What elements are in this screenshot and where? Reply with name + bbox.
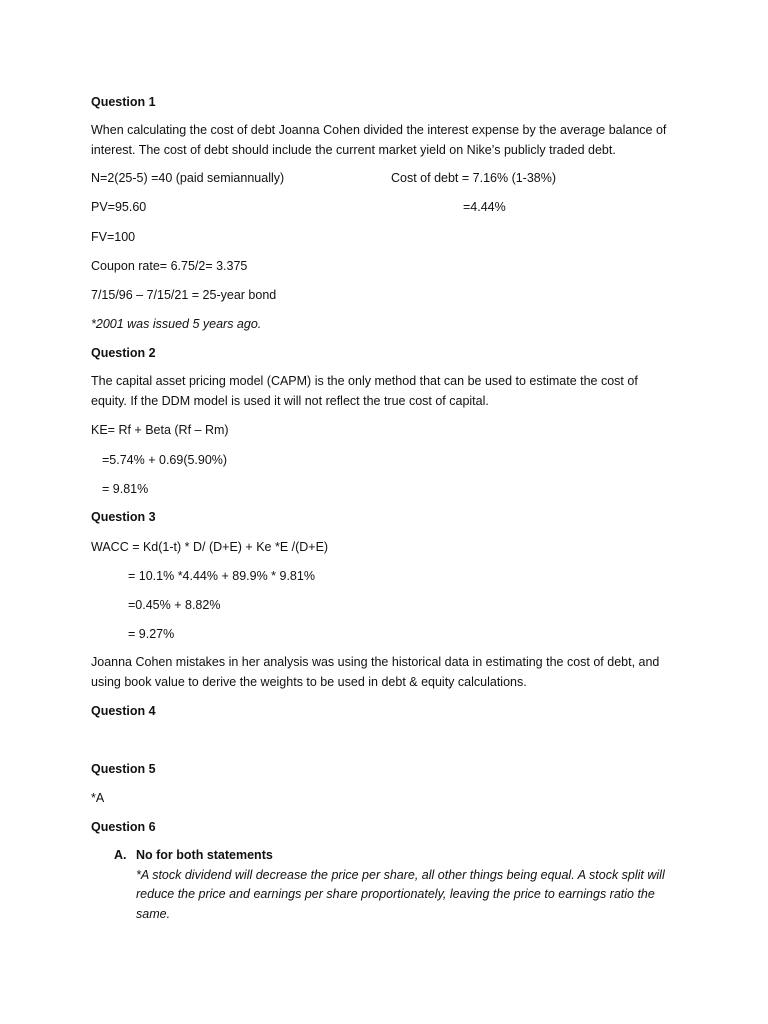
- question-3-heading: Question 3: [91, 510, 156, 524]
- list-marker: A.: [114, 848, 127, 862]
- issue-note: *2001 was issued 5 years ago.: [91, 317, 262, 331]
- question-1-heading: Question 1: [91, 95, 156, 109]
- question-4-heading: Question 4: [91, 704, 156, 718]
- wacc-formula: WACC = Kd(1-t) * D/ (D+E) + Ke *E /(D+E): [91, 540, 329, 554]
- question-3-conclusion: [91, 653, 681, 692]
- question-2-intro-line: The capital asset pricing model (CAPM) is the only method that can be used to estimate the cost of: [91, 374, 638, 388]
- cost-of-debt-formula: Cost of debt = 7.16% (1-38%): [391, 171, 557, 185]
- ke-step-2: = 9.81%: [102, 482, 149, 496]
- question-5-heading: Question 5: [91, 762, 156, 776]
- question-6-answer: No for both statements: [136, 848, 273, 862]
- n-calculation: N=2(25-5) =40 (paid semiannually): [91, 171, 285, 185]
- question-2-intro: [91, 372, 681, 411]
- question-1-intro-line: When calculating the cost of debt Joanna Cohen divided the interest expense by the average balance of: [91, 123, 667, 137]
- ke-step-1: =5.74% + 0.69(5.90%): [102, 453, 228, 467]
- question-3-conclusion-line: using book value to derive the weights to be used in debt & equity calculations.: [91, 674, 527, 689]
- question-2-intro-line: equity. If the DDM model is used it will not reflect the true cost of capital.: [91, 393, 489, 408]
- wacc-step-1: = 10.1% *4.44% + 89.9% * 9.81%: [128, 569, 315, 583]
- question-5-answer: *A: [91, 791, 105, 805]
- question-2-heading: Question 2: [91, 346, 156, 360]
- question-6-heading: Question 6: [91, 820, 156, 834]
- cost-of-debt-result: =4.44%: [463, 200, 506, 214]
- question-3-conclusion-line: Joanna Cohen mistakes in her analysis was using the historical data in estimating the cost of debt, and: [91, 655, 660, 669]
- ke-formula: KE= Rf + Beta (Rf – Rm): [91, 423, 229, 437]
- question-1-intro: [91, 121, 681, 160]
- fv-value: FV=100: [91, 230, 136, 244]
- question-6-explanation-line: *A stock dividend will decrease the price per share, all other things being equal. A stock split will: [136, 867, 665, 882]
- wacc-step-3: = 9.27%: [128, 627, 175, 641]
- coupon-rate: Coupon rate= 6.75/2= 3.375: [91, 259, 248, 273]
- pv-value: PV=95.60: [91, 200, 147, 214]
- wacc-step-2: =0.45% + 8.82%: [128, 598, 221, 612]
- bond-dates: 7/15/96 – 7/15/21 = 25-year bond: [91, 288, 277, 302]
- question-6-answer-block: [136, 846, 696, 924]
- question-6-explanation-line: reduce the price and earnings per share proportionately, leaving the price to earnings ratio the: [136, 887, 655, 901]
- question-1-intro-line: interest. The cost of debt should include the current market yield on Nike’s publicly traded debt.: [91, 142, 616, 157]
- question-6-explanation-line: same.: [136, 906, 171, 921]
